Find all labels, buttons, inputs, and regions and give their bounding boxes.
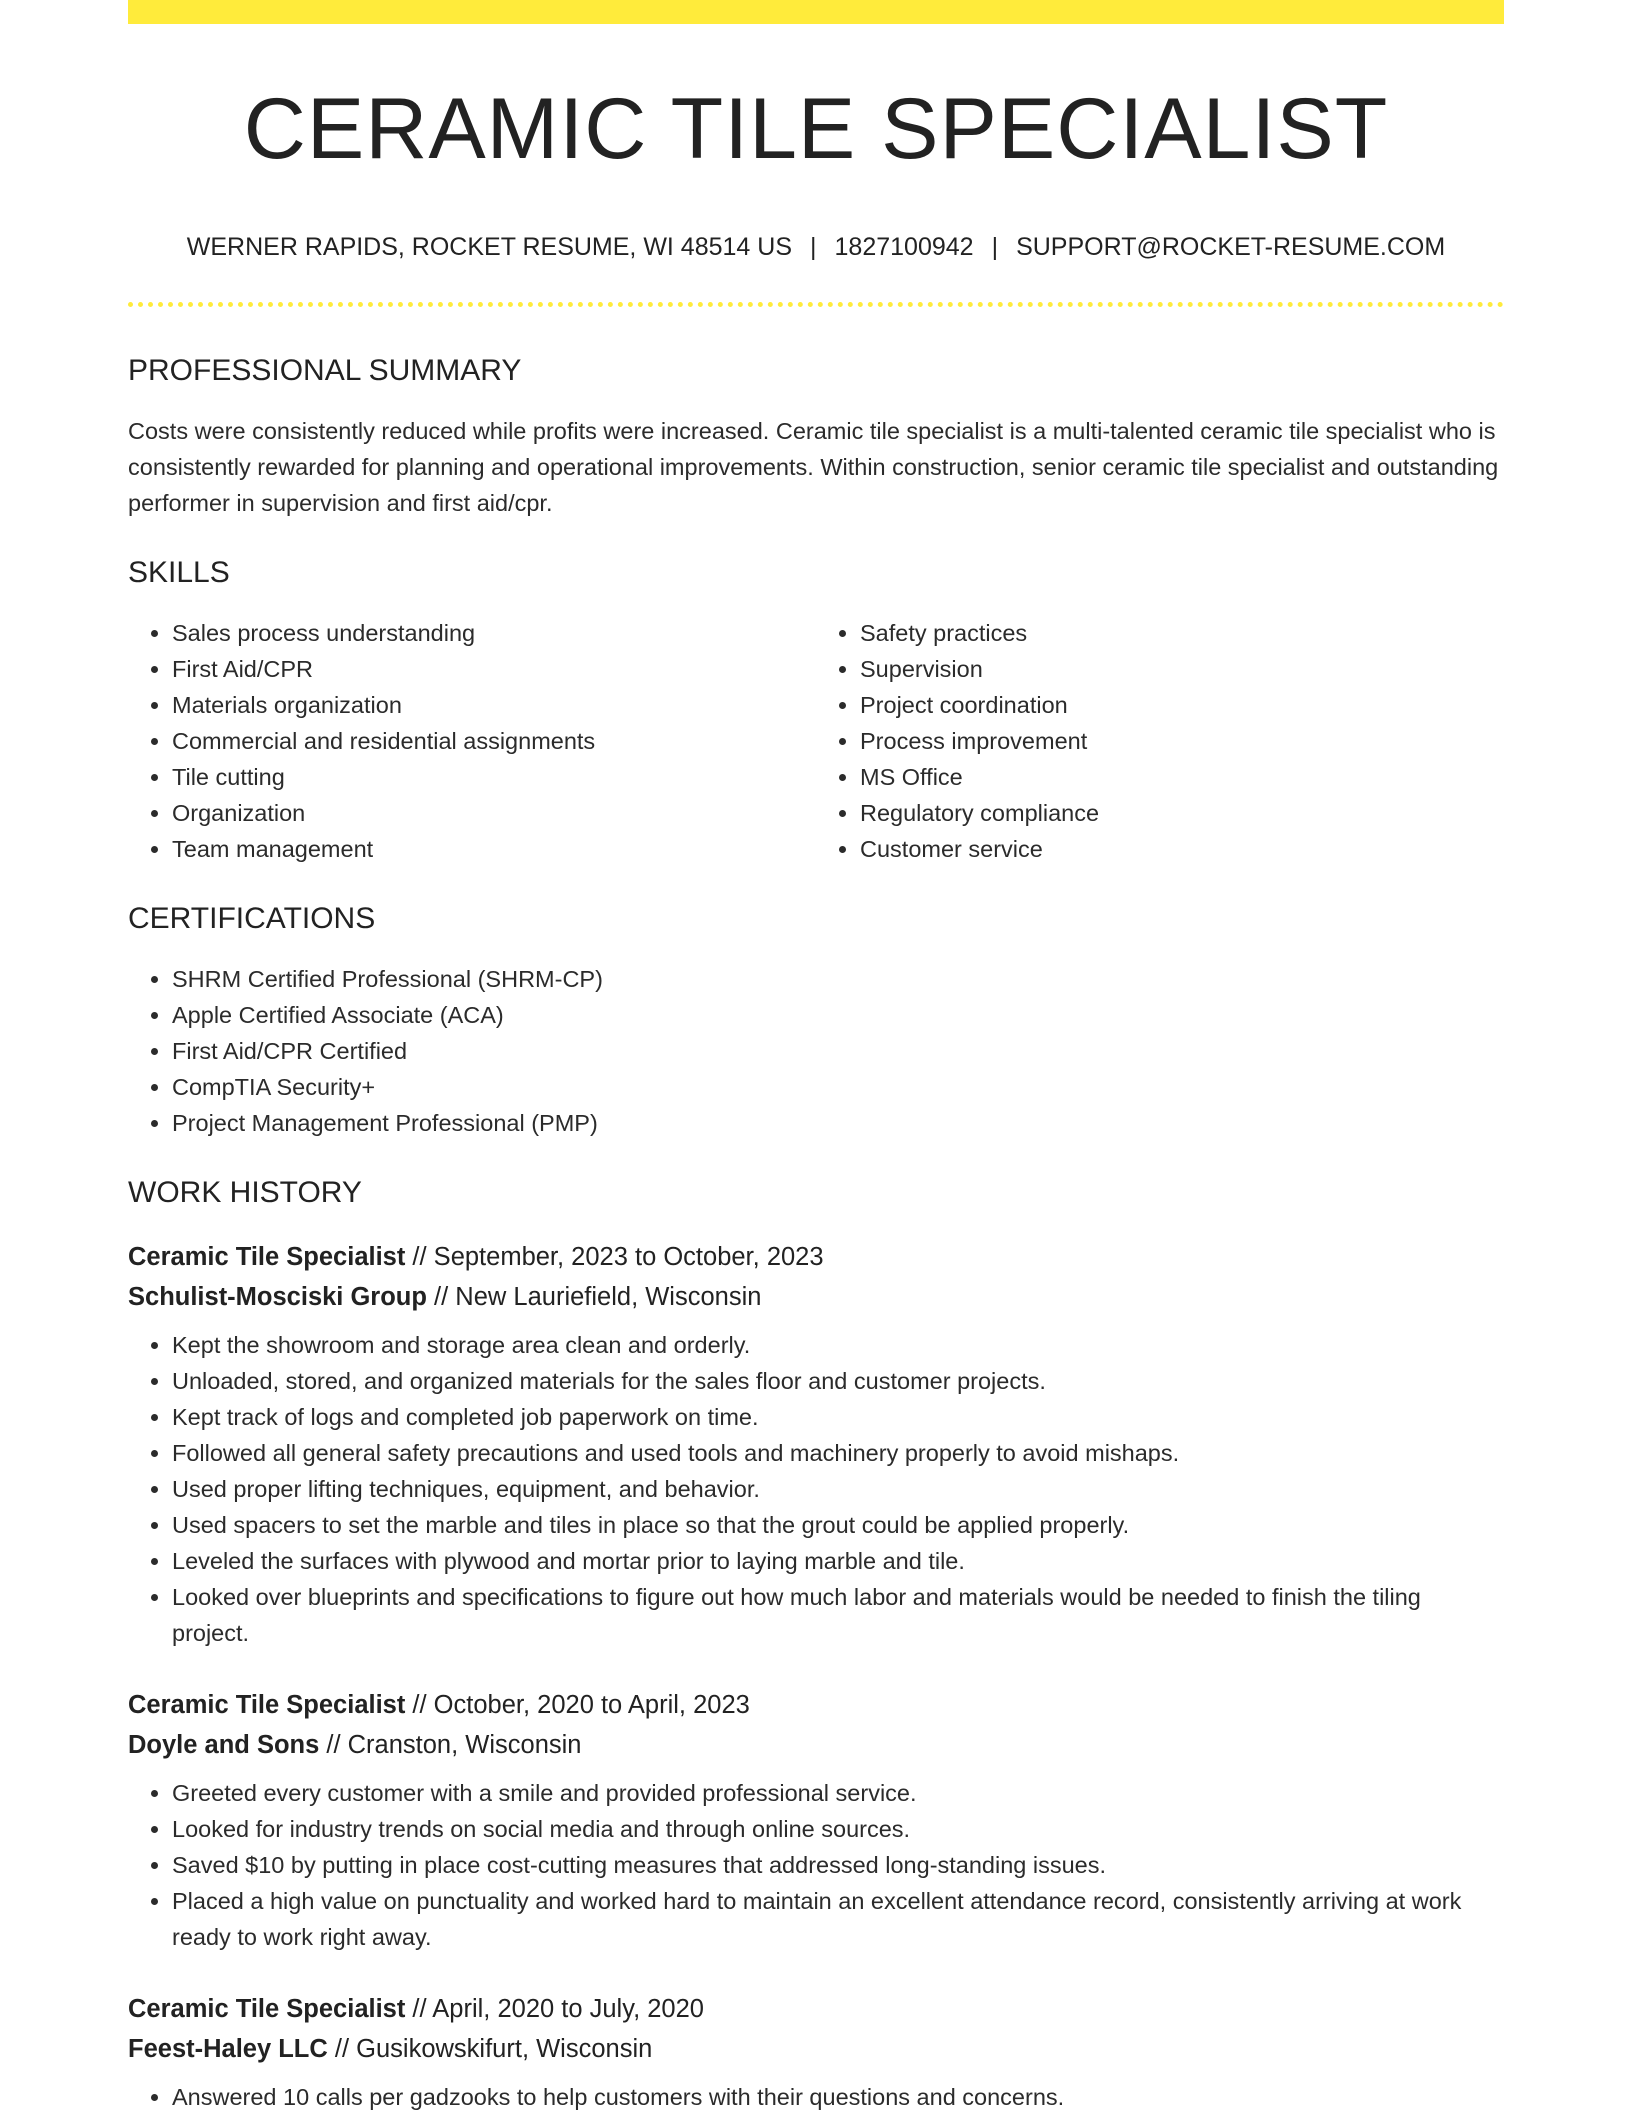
job-dates: // October, 2020 to April, 2023: [405, 1691, 750, 1719]
job-title-line: [128, 1237, 1504, 1277]
job-company: Feest-Haley LLC: [128, 2035, 328, 2063]
job-bullet: • Saved $10 by putting in place cost-cutting measures that addressed long-standing issues.: [172, 1847, 1504, 1883]
certification-item: • CompTIA Security+: [172, 1069, 1504, 1105]
job-location: // New Lauriefield, Wisconsin: [426, 1283, 762, 1311]
skill-item: • Commercial and residential assignments: [172, 723, 816, 759]
job-entry: [128, 1989, 1504, 2115]
job-bullet: • Answered 10 calls per gadzooks to help customers with their questions and concerns.: [172, 2079, 1504, 2115]
job-company: Doyle and Sons: [128, 1731, 320, 1759]
job-bullet: • Placed a high value on punctuality and worked hard to maintain an excellent attendance record, consistently arriving at work ready to work right away.: [172, 1883, 1504, 1955]
job-bullet: • Kept track of logs and completed job paperwork on time.: [172, 1399, 1504, 1435]
skill-item: • Team management: [172, 831, 816, 867]
job-role: Ceramic Tile Specialist: [128, 1995, 406, 2023]
job-location: // Cranston, Wisconsin: [319, 1731, 582, 1759]
certification-item: • Project Management Professional (PMP): [172, 1105, 1504, 1141]
job-title-line: [128, 1685, 1504, 1725]
job-bullet: • Looked for industry trends on social media and through online sources.: [172, 1811, 1504, 1847]
skill-item: • Supervision: [860, 651, 1504, 687]
skill-item: • Regulatory compliance: [860, 795, 1504, 831]
skill-item: • MS Office: [860, 759, 1504, 795]
job-bullet: • Unloaded, stored, and organized materials for the sales floor and customer projects.: [172, 1363, 1504, 1399]
job-bullet: • Kept the showroom and storage area clean and orderly.: [172, 1327, 1504, 1363]
certifications-list: [128, 961, 1504, 1141]
job-bullet: • Used spacers to set the marble and tiles in place so that the grout could be applied properly.: [172, 1507, 1504, 1543]
job-title-line: [128, 1989, 1504, 2029]
skill-item: • Project coordination: [860, 687, 1504, 723]
contact-separator: |: [991, 233, 999, 261]
skills-columns: [128, 615, 1504, 867]
job-bullet: • Leveled the surfaces with plywood and mortar prior to laying marble and tile.: [172, 1543, 1504, 1579]
job-company-line: [128, 1277, 1504, 1317]
job-role: Ceramic Tile Specialist: [128, 1691, 406, 1719]
skill-item: • First Aid/CPR: [172, 651, 816, 687]
job-bullet: • Greeted every customer with a smile and provided professional service.: [172, 1775, 1504, 1811]
job-role: Ceramic Tile Specialist: [128, 1243, 406, 1271]
skill-item: • Process improvement: [860, 723, 1504, 759]
certification-item: • First Aid/CPR Certified: [172, 1033, 1504, 1069]
contact-line: [128, 232, 1504, 262]
job-entry: [128, 1237, 1504, 1651]
job-company-line: [128, 2029, 1504, 2069]
skill-item: • Sales process understanding: [172, 615, 816, 651]
resume-name: CERAMIC TILE SPECIALIST: [243, 81, 1389, 177]
job-bullets: [128, 1327, 1504, 1651]
job-bullets: [128, 1775, 1504, 1955]
email: SUPPORT@ROCKET-RESUME.COM: [1016, 233, 1446, 261]
job-location: // Gusikowskifurt, Wisconsin: [327, 2035, 653, 2063]
job-dates: // April, 2020 to July, 2020: [405, 1995, 704, 2023]
job-entry: [128, 1685, 1504, 1955]
phone: 1827100942: [834, 233, 974, 261]
skills-list-left: [128, 615, 816, 867]
skill-item: • Customer service: [860, 831, 1504, 867]
top-accent-bar: [128, 0, 1504, 24]
work-history-list: [128, 1237, 1504, 2115]
certification-item: • Apple Certified Associate (ACA): [172, 997, 1504, 1033]
summary-text: Costs were consistently reduced while profits were increased. Ceramic tile specialist is a multi-talented ceramic tile specialist who is consistently rewarded for planning and operational improvements. Within construction, senior ceramic tile specialist and outstanding performer in supervision and first aid/cpr.: [128, 418, 1499, 516]
job-dates: // September, 2023 to October, 2023: [405, 1243, 824, 1271]
certification-item: • SHRM Certified Professional (SHRM-CP): [172, 961, 1504, 997]
skills-heading: SKILLS: [128, 556, 230, 589]
summary-heading: PROFESSIONAL SUMMARY: [128, 354, 522, 387]
skill-item: • Organization: [172, 795, 816, 831]
job-company-line: [128, 1725, 1504, 1765]
job-bullet: • Looked over blueprints and specifications to figure out how much labor and materials would be needed to finish the tiling project.: [172, 1579, 1504, 1651]
skill-item: • Safety practices: [860, 615, 1504, 651]
resume-page: [128, 0, 1504, 2115]
certifications-heading: CERTIFICATIONS: [128, 902, 376, 935]
contact-separator: |: [810, 233, 817, 261]
skill-item: • Materials organization: [172, 687, 816, 723]
dotted-divider: [128, 302, 1504, 307]
skill-item: • Tile cutting: [172, 759, 816, 795]
job-bullet: • Followed all general safety precautions and used tools and machinery properly to avoid mishaps.: [172, 1435, 1504, 1471]
address: WERNER RAPIDS, ROCKET RESUME, WI 48514 US: [186, 233, 793, 261]
work-history-heading: WORK HISTORY: [128, 1176, 362, 1209]
job-bullets: [128, 2079, 1504, 2115]
job-company: Schulist-Mosciski Group: [128, 1283, 427, 1311]
job-bullet: • Used proper lifting techniques, equipment, and behavior.: [172, 1471, 1504, 1507]
skills-list-right: [816, 615, 1504, 867]
